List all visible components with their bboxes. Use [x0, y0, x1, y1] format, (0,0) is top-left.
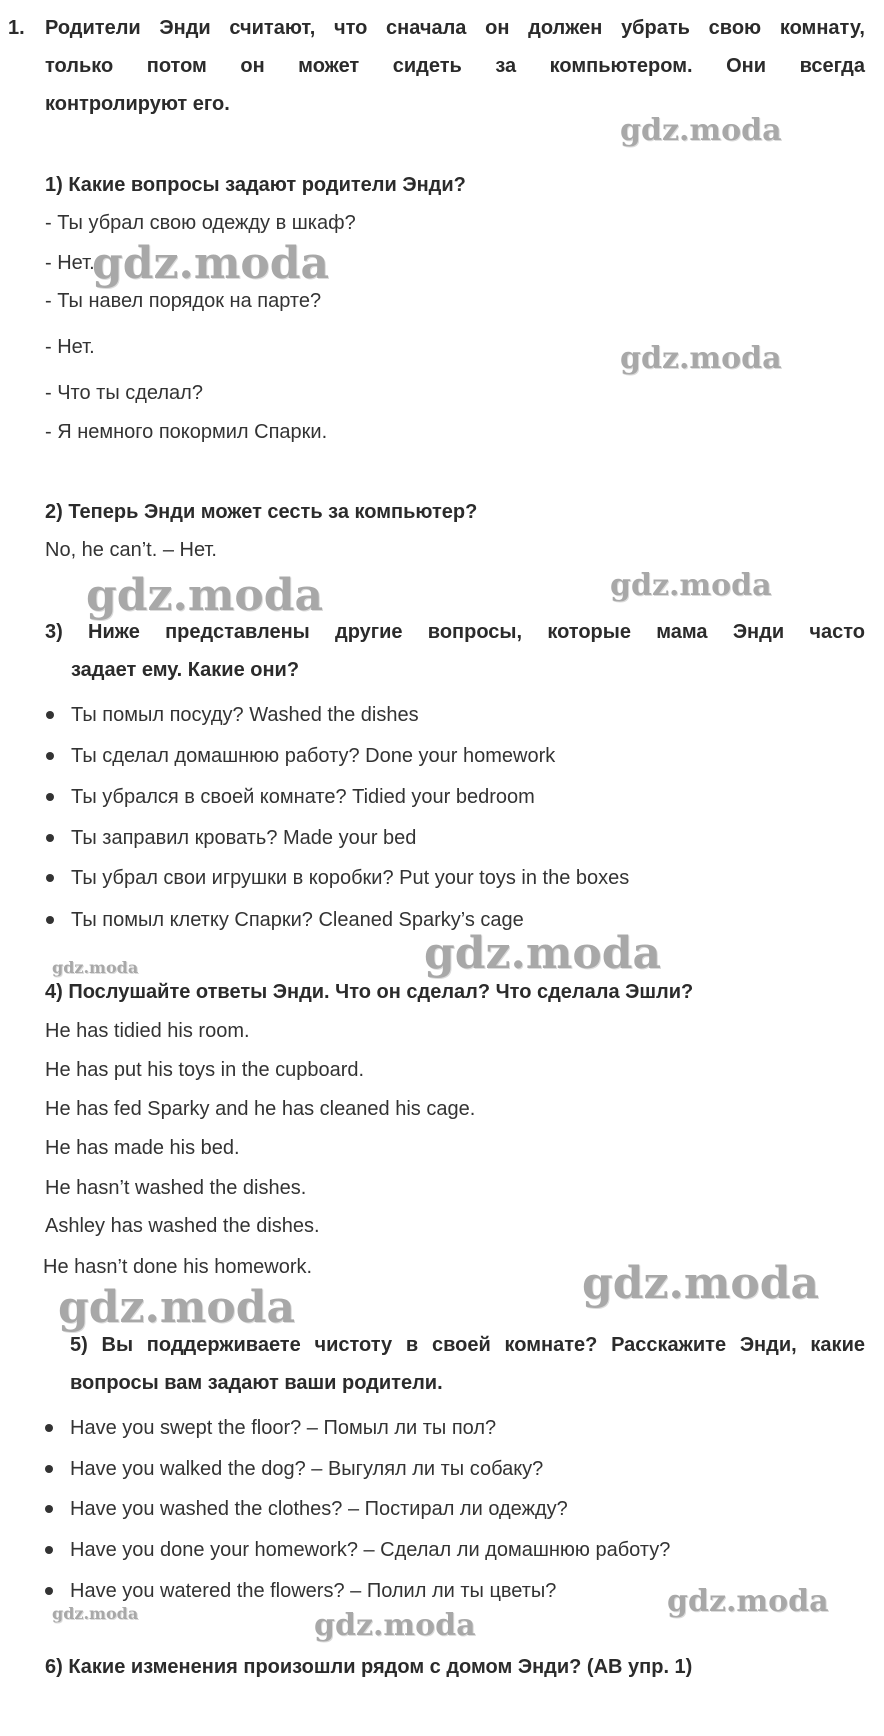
q4-line: He has fed Sparky and he has cleaned his cage.: [45, 1098, 476, 1120]
bullet-icon: [45, 1587, 53, 1595]
bullet-icon: [46, 834, 54, 842]
list-item: Ты помыл клетку Спарки? Cleaned Sparky’s cage: [71, 909, 524, 931]
q3-title-line-1: 3) Ниже представлены другие вопросы, которые мама Энди часто: [45, 621, 865, 643]
q4-line: He has made his bed.: [45, 1137, 240, 1159]
q4-line: He hasn’t washed the dishes.: [45, 1177, 307, 1199]
bullet-icon: [46, 711, 54, 719]
bullet-icon: [46, 916, 54, 924]
q5-title-line-1: 5) Вы поддерживаете чистоту в своей комнате? Расскажите Энди, какие: [70, 1334, 865, 1356]
q2-title: 2) Теперь Энди может сесть за компьютер?: [45, 501, 478, 523]
list-item: Ты сделал домашнюю работу? Done your homework: [71, 745, 556, 767]
list-item: Have you watered the flowers? – Полил ли ты цветы?: [70, 1580, 557, 1602]
bullet-icon: [45, 1465, 53, 1473]
exercise-number: 1.: [8, 17, 25, 39]
list-item: Have you washed the clothes? – Постирал ли одежду?: [70, 1498, 568, 1520]
intro-line-2: только потом он может сидеть за компьютером. Они всегда: [45, 55, 865, 77]
q2-answer: No, he can’t. – Нет.: [45, 539, 217, 561]
q5-title-line-2: вопросы вам задают ваши родители.: [70, 1372, 443, 1394]
bullet-icon: [46, 874, 54, 882]
watermark: gdz.moda: [314, 1608, 476, 1643]
list-item: Ты убрался в своей комнате? Tidied your bedroom: [71, 786, 535, 808]
q6-title: 6) Какие изменения произошли рядом с домом Энди? (АВ упр. 1): [45, 1656, 693, 1678]
watermark: gdz.moda: [86, 570, 324, 621]
watermark: gdz.moda: [620, 341, 782, 376]
intro-line-3: контролируют его.: [45, 93, 230, 115]
watermark: gdz.moda: [667, 1584, 829, 1619]
list-item: Have you swept the floor? – Помыл ли ты пол?: [70, 1417, 497, 1439]
q4-line: Ashley has washed the dishes.: [45, 1215, 320, 1237]
q1-line: - Я немного покормил Спарки.: [45, 421, 328, 443]
watermark: gdz.moda: [610, 568, 772, 603]
q3-title-line-2: задает ему. Какие они?: [71, 659, 300, 681]
watermark: gdz.moda: [582, 1258, 820, 1309]
watermark: gdz.moda: [620, 113, 782, 148]
bullet-icon: [45, 1424, 53, 1432]
q1-line: - Ты убрал свою одежду в шкаф?: [45, 212, 356, 234]
list-item: Ты убрал свои игрушки в коробки? Put your toys in the boxes: [71, 867, 630, 889]
bullet-icon: [46, 752, 54, 760]
q1-line: - Что ты сделал?: [45, 382, 203, 404]
list-item: Have you walked the dog? – Выгулял ли ты собаку?: [70, 1458, 544, 1480]
q4-line: He has tidied his room.: [45, 1020, 250, 1042]
watermark: gdz.moda: [52, 1604, 139, 1623]
q4-title: 4) Послушайте ответы Энди. Что он сделал? Что сделала Эшли?: [45, 981, 694, 1003]
list-item: Ты помыл посуду? Washed the dishes: [71, 704, 419, 726]
q1-line: - Ты навел порядок на парте?: [45, 290, 322, 312]
intro-line-1: Родители Энди считают, что сначала он должен убрать свою комнату,: [45, 17, 865, 39]
bullet-icon: [46, 793, 54, 801]
watermark: gdz.moda: [92, 238, 330, 289]
bullet-icon: [45, 1546, 53, 1554]
watermark: gdz.moda: [58, 1282, 296, 1333]
watermark: gdz.moda: [424, 928, 662, 979]
list-item: Ты заправил кровать? Made your bed: [71, 827, 417, 849]
bullet-icon: [45, 1505, 53, 1513]
q1-title: 1) Какие вопросы задают родители Энди?: [45, 174, 466, 196]
q1-line: - Нет.: [45, 336, 95, 358]
q4-line: He has put his toys in the cupboard.: [45, 1059, 365, 1081]
q4-line: He hasn’t done his homework.: [43, 1256, 313, 1278]
list-item: Have you done your homework? – Сделал ли домашнюю работу?: [70, 1539, 671, 1561]
watermark: gdz.moda: [52, 958, 139, 977]
q1-line: - Нет.: [45, 252, 95, 274]
